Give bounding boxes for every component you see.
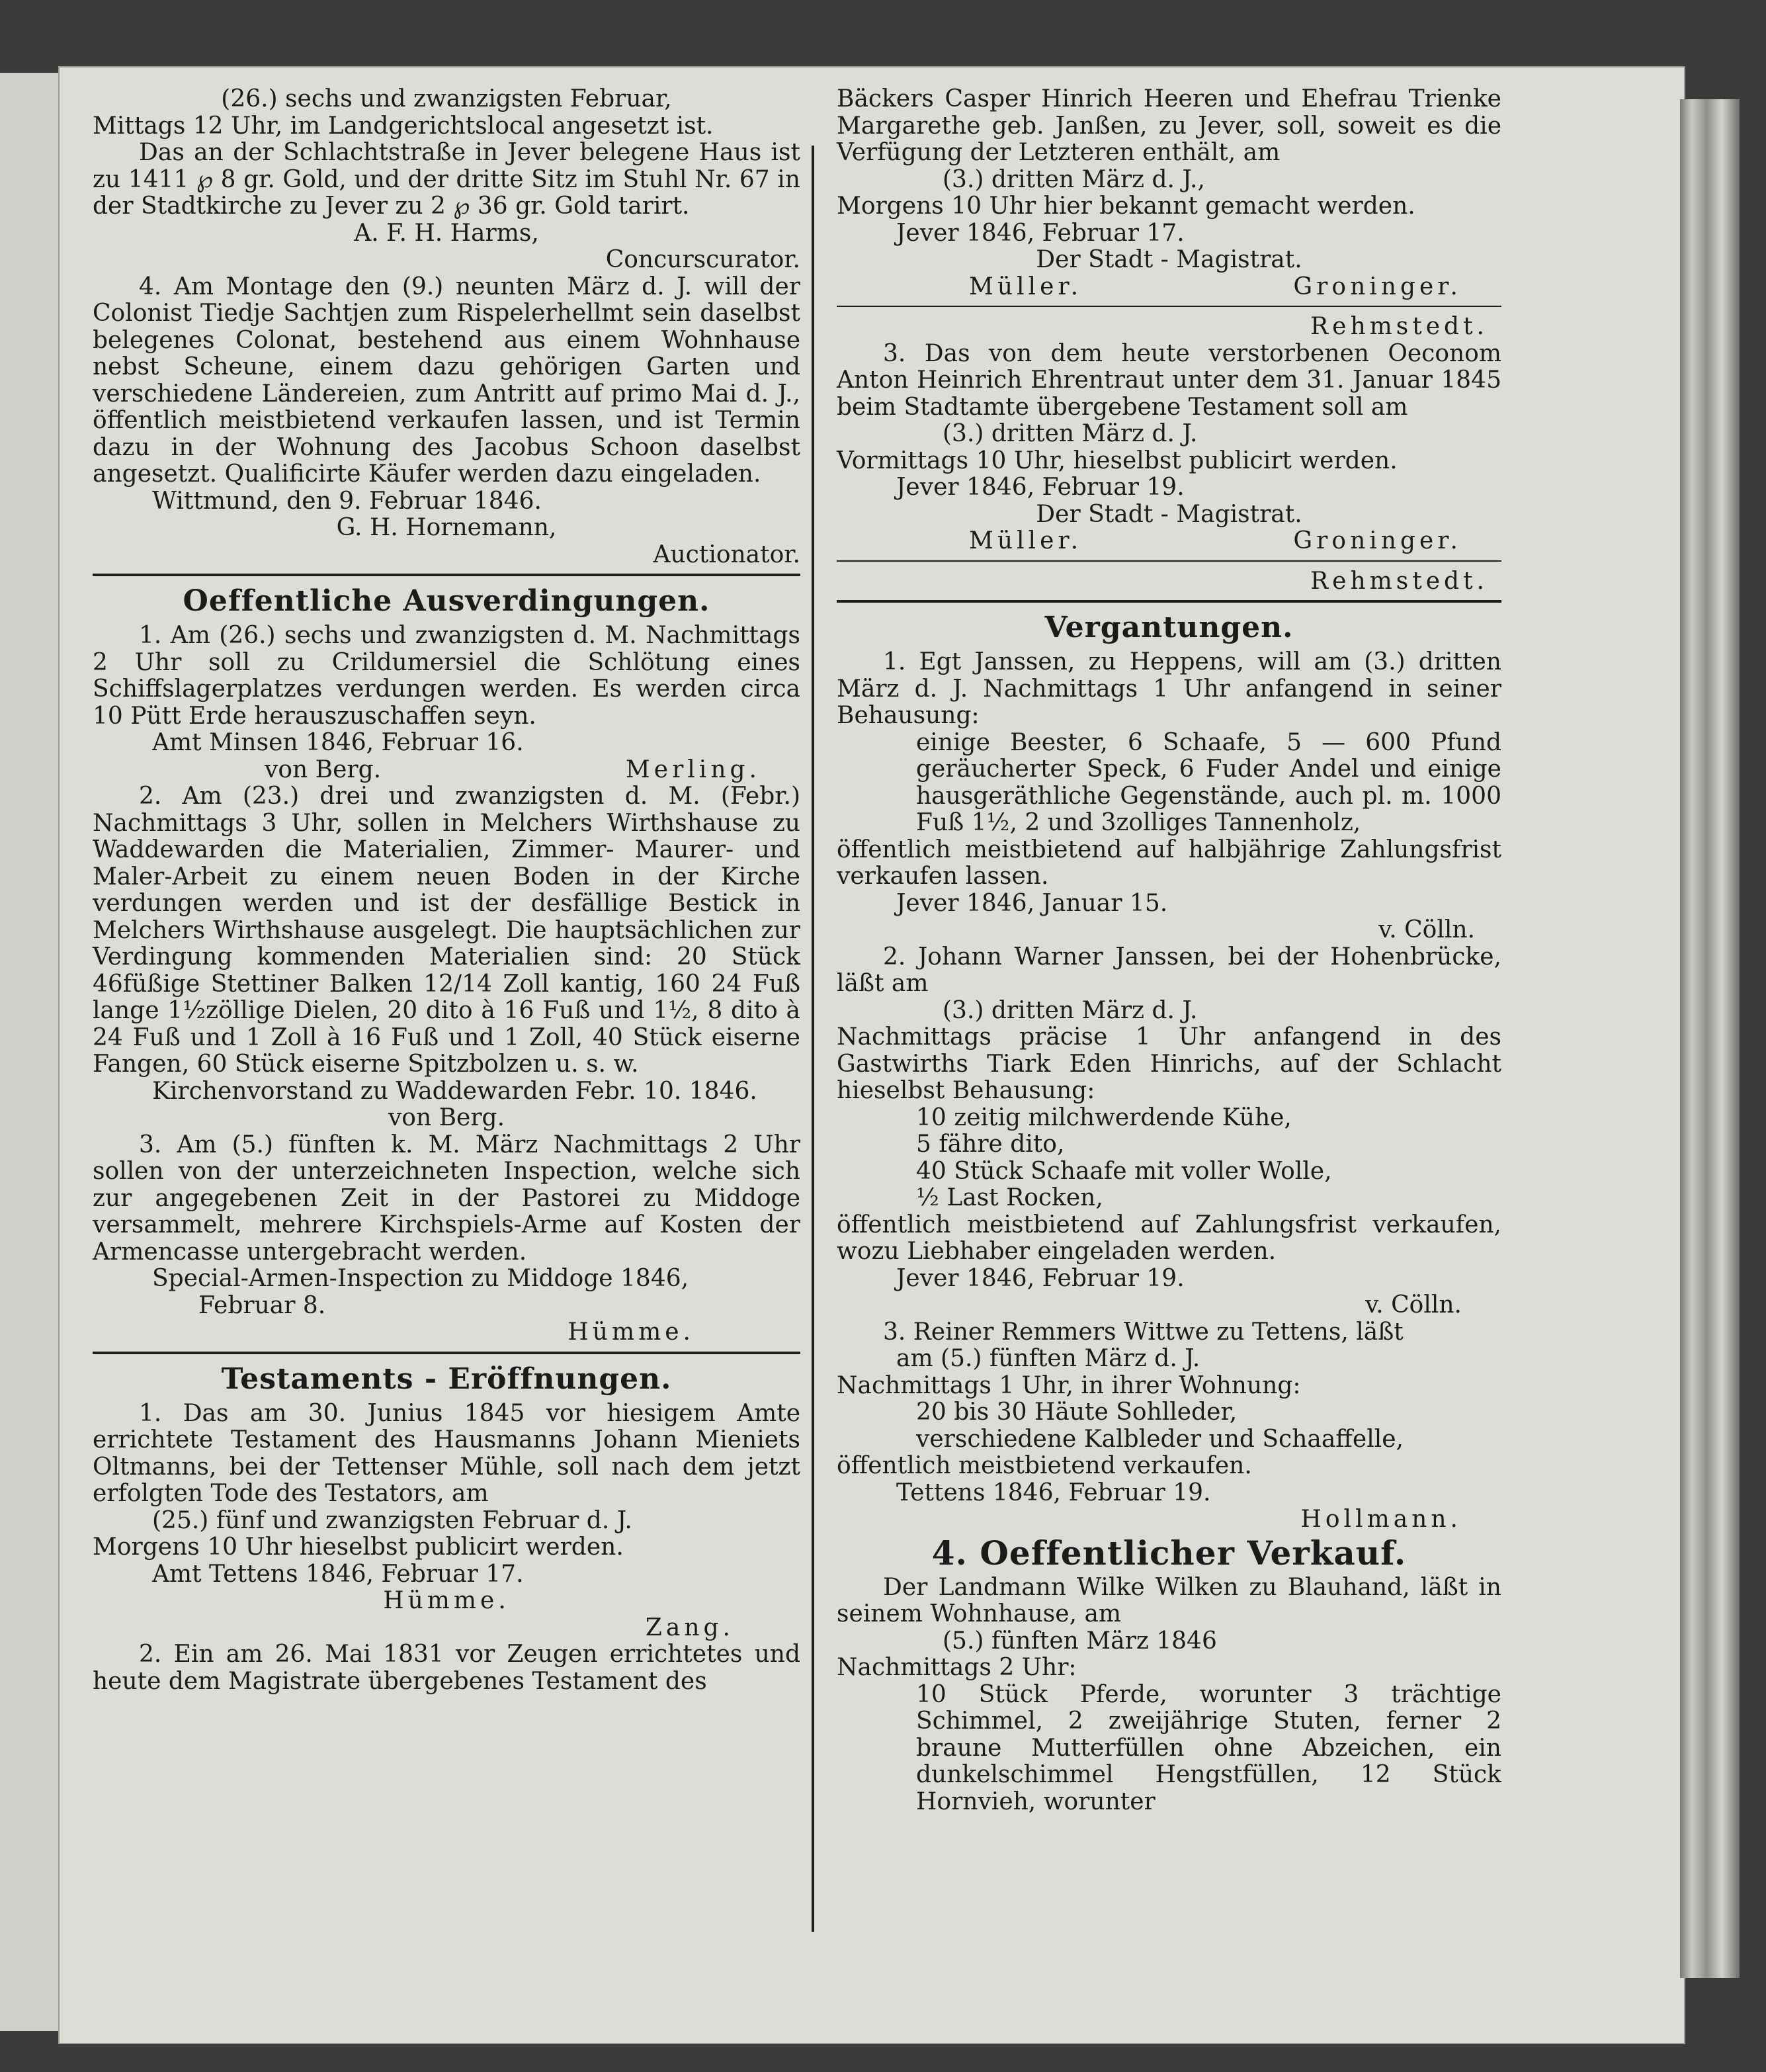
section-heading: 4. Oeffentlicher Verkauf. [931,1533,1407,1573]
date-line: Jever 1846, Januar 15. [896,889,1168,917]
text-line: Nachmittags 1 Uhr, in ihrer Wohnung: [837,1371,1301,1399]
left-column [93,86,800,1695]
signature-title: Concurscurator. [605,246,800,273]
date-line: Februar 8. [198,1291,326,1319]
text-line: (5.) fünften März 1846 [943,1627,1217,1655]
text-line: Morgens 10 Uhr hieselbst publicirt werden. [93,1533,624,1561]
date-line: Amt Minsen 1846, Februar 16. [152,729,524,756]
section-heading: Oeffentliche Ausverdingungen. [183,584,710,618]
book-spine-edge [1680,99,1740,1978]
date-line: Jever 1846, Februar 17. [896,219,1185,247]
date-line: Jever 1846, Februar 19. [896,474,1185,501]
date-line: Kirchenvorstand zu Waddewarden Febr. 10. 1846. [152,1077,757,1105]
section-heading: Vergantungen. [1044,611,1294,644]
signature-name: Müller. [969,273,1083,300]
list-item: 10 zeitig milchwerdende Kühe, [916,1103,1292,1131]
text-line: Nachmittags 2 Uhr: [837,1654,1077,1681]
signature-name: Zang. [645,1614,734,1641]
signature-name: Groninger. [1293,527,1462,554]
signature-name: Hümme. [568,1318,694,1346]
paragraph: Nachmittags präcise 1 Uhr anfangend in des Gastwirths Tiark Eden Hinrichs, auf der Schlacht hieselbst Behausung: [837,1023,1501,1104]
paragraph: 2. Johann Warner Janssen, bei der Hohenbrücke, läßt am [837,943,1501,997]
paragraph-item-4: 4. Am Montage den (9.) neunten März d. J. will der Colonist Tiedje Sachtjen zum Rispelerhellmt sein daselbst belegenes Colonat, bestehend aus einem Wohnhause nebst Scheune, einem dazu gehörigen Garten und verschiedene Ländereien, zum Antritt auf primo Mai d. J., öffentlich meistbietend verkaufen lassen, und ist Termin dazu in der Wohnung des Jacobus Schoon daselbst angesetzt. Qualificirte Käufer werden dazu eingeladen. [93,273,800,488]
signature-name: Groninger. [1293,273,1462,300]
date-line: Special-Armen-Inspection zu Middoge 1846, [152,1265,689,1292]
text-line: am (5.) fünften März d. J. [896,1345,1200,1372]
paragraph: Bäckers Casper Hinrich Heeren und Ehefrau Trienke Margarethe geb. Janßen, zu Jever, soll, soweit es die Verfügung der Letzteren enthält, am [837,85,1501,166]
text-line: Mittags 12 Uhr, im Landgerichtslocal angesetzt ist. [93,112,714,140]
date-line: Tettens 1846, Februar 19. [896,1479,1211,1506]
signature-name: v. Cölln. [1365,1291,1462,1318]
list-item: verschiedene Kalbleder und Schaaffelle, [916,1425,1404,1453]
date-line: Jever 1846, Februar 19. [896,1264,1185,1292]
separator-rule [837,306,1501,307]
signature-name: Müller. [969,527,1083,554]
text-line: (3.) dritten März d. J. [943,420,1198,447]
list-item: 5 fähre dito, [916,1131,1065,1158]
paragraph: öffentlich meistbietend auf Zahlungsfrist verkaufen, wozu Liebhaber eingeladen werden. [837,1211,1501,1265]
paragraph: Das an der Schlachtstraße in Jever belegene Haus ist zu 1411 ℘ 8 gr. Gold, und der dritte Sitz im Stuhl Nr. 67 in der Stadtkirche zu Jever zu 2 ℘ 36 gr. Gold tarirt. [93,139,800,220]
separator-rule [837,560,1501,562]
text-line: (26.) sechs und zwanzigsten Februar, [221,85,672,112]
text-line: (25.) fünf und zwanzigsten Februar d. J. [152,1506,632,1534]
paragraph: 2. Am (23.) drei und zwanzigsten d. M. (Febr.) Nachmittags 3 Uhr, sollen in Melchers Wirthshause zu Waddewarden die Materialien, Zimmer- Maurer- und Maler-Arbeit zu einem neuen Boden in der Kirche verdungen werden und ist der desfällige Bestick in Melchers Wirthshause ausgelegt. Die hauptsächlichen zur Verdingung kommenden Materialien sind: 20 Stück 46füßige Stettiner Balken 12/14 Zoll kantig, 160 24 Fuß lange 1½zöllige Dielen, 20 dito à 16 Fuß und 1½, 8 dito à 24 Fuß und 1 Zoll à 16 Fuß und 1 Zoll, 40 Stück eiserne Fangen, 60 Stück eiserne Spitzbolzen u. s. w. [93,783,800,1078]
signature-name: G. H. Hornemann, [336,514,557,541]
signature-row [93,757,800,784]
text-line: Vormittags 10 Uhr, hieselbst publicirt werden. [837,447,1398,474]
section-heading: Testaments - Eröffnungen. [221,1361,672,1396]
signature-heading: Der Stadt - Magistrat. [1036,246,1302,273]
paragraph: Der Landmann Wilke Wilken zu Blauhand, läßt in seinem Wohnhause, am [837,1573,1501,1627]
list-item: 20 bis 30 Häute Sohlleder, [916,1399,1238,1426]
paragraph: 1. Egt Janssen, zu Heppens, will am (3.) dritten März d. J. Nachmittags 1 Uhr anfangend in seiner Behausung: [837,648,1501,729]
section-rule [93,1352,800,1354]
signature-row [837,528,1501,555]
date-line: Amt Tettens 1846, Februar 17. [152,1560,524,1588]
column-divider [812,146,814,1932]
section-rule [93,574,800,576]
signature-name: von Berg. [388,1104,505,1131]
text-line: Morgens 10 Uhr hier bekannt gemacht werden. [837,193,1415,220]
signature-name: Hümme. [383,1587,510,1614]
list-item: 10 Stück Pferde, worunter 3 trächtige Schimmel, 2 zweijährige Stuten, ferner 2 braune Mutterfüllen ohne Abzeichen, ein dunkelschimmel Hengstfüllen, 12 Stück Hornvieh, worunter [916,1680,1501,1815]
signature-name: Rehmstedt. [1310,313,1488,340]
signature-title: Auctionator. [653,540,800,568]
signature-name: von Berg. [265,755,382,783]
signature-row [837,274,1501,301]
paragraph: 3. Das von dem heute verstorbenen Oeconom Anton Heinrich Ehrentraut unter dem 31. Januar 1845 beim Stadtamte übergebene Testament soll am [837,339,1501,421]
text-line: öffentlich meistbietend auf halbjährige Zahlungsfrist verkaufen lassen. [837,836,1501,890]
signature-name: Rehmstedt. [1310,567,1488,595]
signature-name: v. Cölln. [1378,916,1475,943]
list-item: ½ Last Rocken, [916,1184,1103,1211]
section-rule [837,600,1501,603]
paragraph: 1. Am (26.) sechs und zwanzigsten d. M. Nachmittags 2 Uhr soll zu Crildumersiel die Schlötung eines Schiffslagerplatzes verdungen werden. Es werden circa 10 Pütt Erde herauszuschaffen seyn. [93,622,800,730]
list-item: einige Beester, 6 Schaafe, 5 — 600 Pfund geräucherter Speck, 6 Fuder Andel und einige hausgeräthliche Gegenstände, auch pl. m. 1000 Fuß 1½, 2 und 3zolliges Tannenholz, [916,728,1501,836]
signature-heading: Der Stadt - Magistrat. [1036,500,1302,528]
date-line: Wittmund, den 9. Februar 1846. [152,487,542,515]
signature-name: A. F. H. Harms, [354,219,539,247]
paragraph: 3. Reiner Remmers Wittwe zu Tettens, läßt [883,1318,1404,1346]
signature-name: Hollmann. [1300,1506,1462,1533]
text-line: (3.) dritten März d. J., [943,165,1205,193]
paragraph: 1. Das am 30. Junius 1845 vor hiesigem Amte errichtete Testament des Hausmanns Johann Mieniets Oltmanns, bei der Tettenser Mühle, soll nach dem jetzt erfolgten Tode des Testators, am [93,1399,800,1507]
paragraph: 2. Ein am 26. Mai 1831 vor Zeugen errichtetes und heute dem Magistrate übergebenes Testament des [93,1641,800,1695]
text-line: (3.) dritten März d. J. [943,996,1198,1024]
signature-name: Merling. [625,755,761,783]
list-item: 40 Stück Schaafe mit voller Wolle, [916,1157,1332,1185]
text-line: öffentlich meistbietend verkaufen. [837,1452,1252,1479]
right-column [837,86,1501,1815]
paragraph: 3. Am (5.) fünften k. M. März Nachmittags 2 Uhr sollen von der unterzeichneten Inspection, welche sich zur angegebenen Zeit in der Pastorei zu Middoge versammelt, mehrere Kirchspiels-Arme auf Kosten der Armencasse untergebracht werden. [93,1131,800,1266]
